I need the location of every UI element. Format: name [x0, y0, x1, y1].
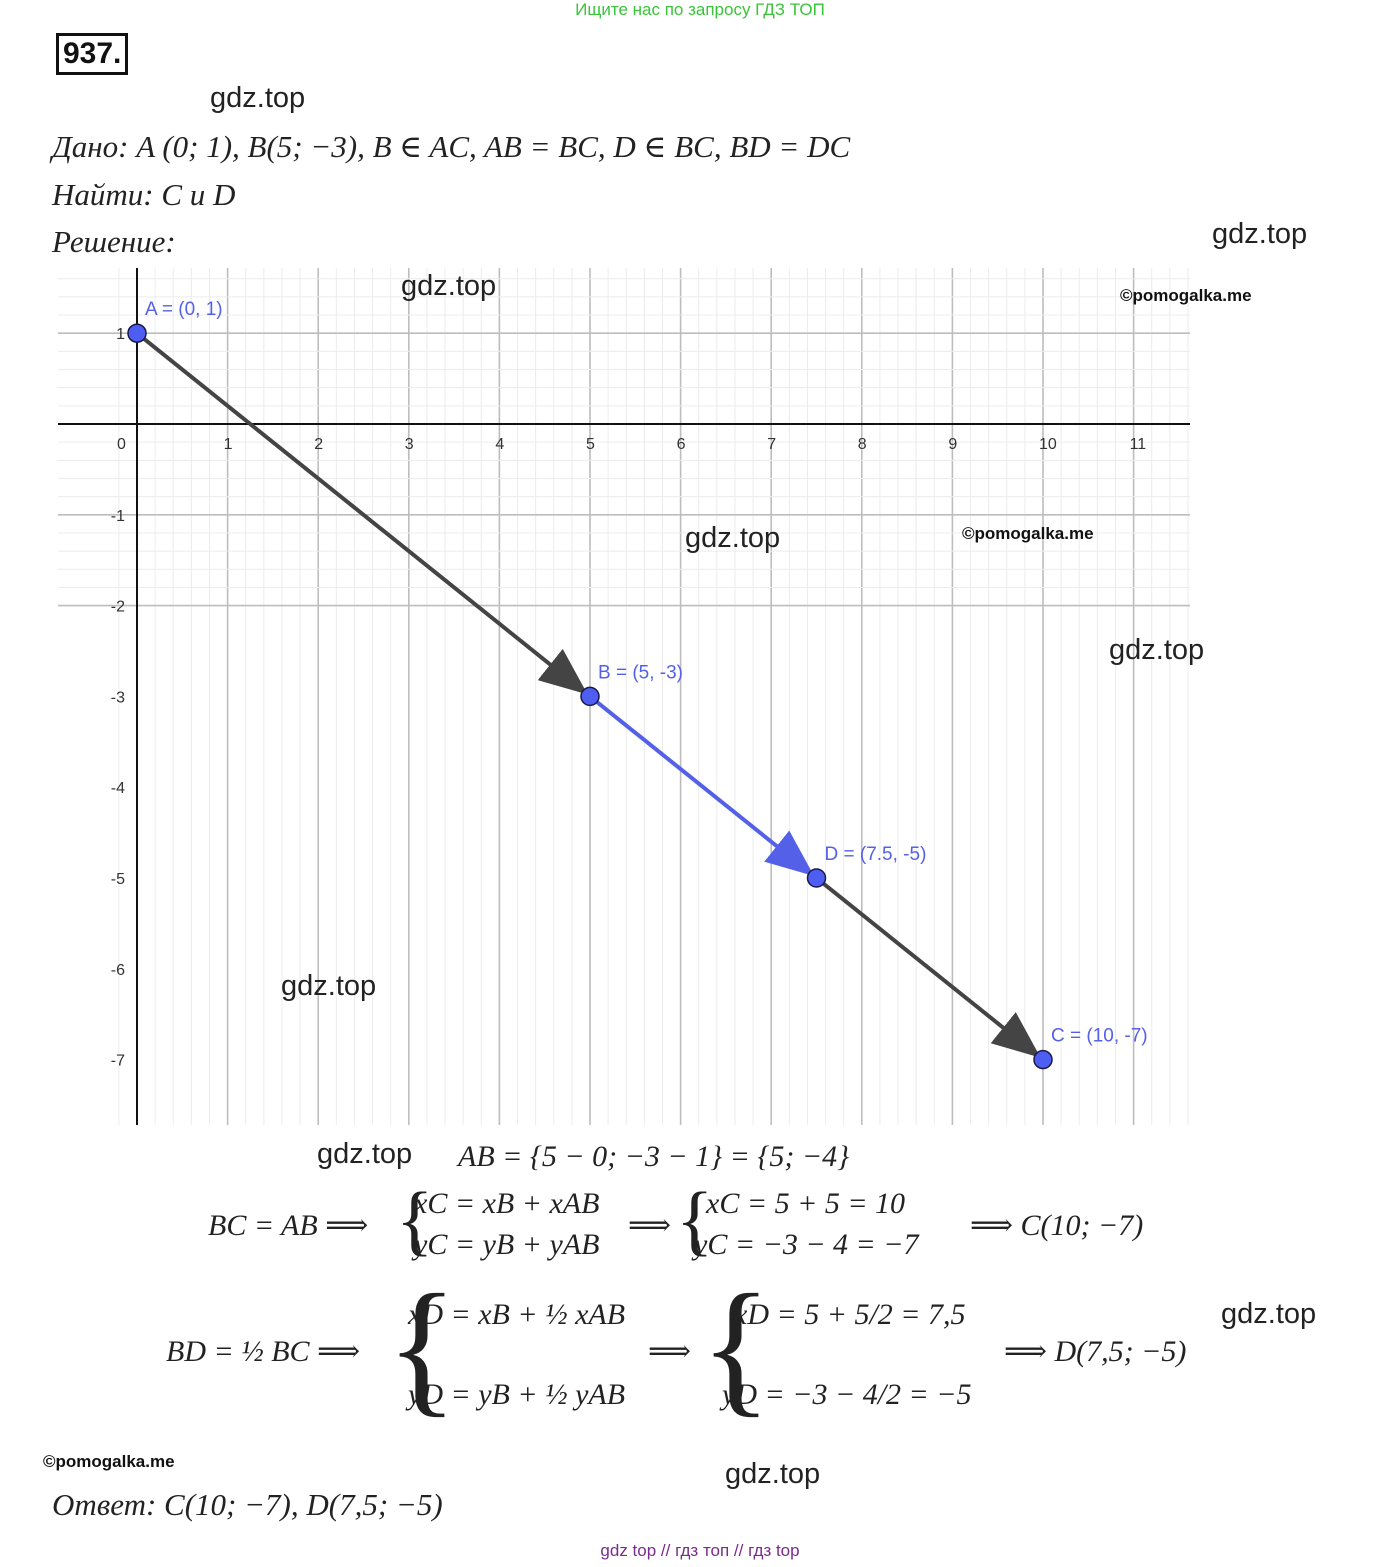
- copyright: ©pomogalka.me: [1120, 286, 1252, 305]
- point-d: [808, 869, 826, 887]
- equation-bd-sys2-b: yD = −3 − 4/2 = −5: [722, 1378, 972, 1411]
- point-label-d: D = (7.5, -5): [824, 844, 927, 865]
- equation-bd-sys1-b: yD = yB + ½ yAB: [408, 1378, 626, 1411]
- brace: {: [386, 1264, 458, 1430]
- x-tick-label: 0: [117, 436, 126, 453]
- x-tick-label: 8: [857, 436, 867, 453]
- y-tick-label: -1: [110, 507, 125, 525]
- answer-label: Ответ:: [52, 1487, 157, 1522]
- watermark: gdz.top: [1221, 1298, 1317, 1330]
- brace: {: [700, 1264, 772, 1430]
- x-tick-label: 10: [1039, 436, 1057, 453]
- y-tick-label: -5: [110, 871, 125, 888]
- x-tick-label: 1: [223, 436, 233, 453]
- x-tick-label: 2: [314, 436, 324, 453]
- problem-number: 937.: [56, 33, 128, 75]
- answer-line: [52, 1487, 443, 1523]
- watermark: gdz.top: [725, 1458, 821, 1490]
- vector-ab: [137, 333, 581, 689]
- find-label: Найти:: [52, 177, 154, 212]
- x-tick-label: 11: [1129, 436, 1147, 453]
- equation-bd-lhs: BD = ½ BC ⟹: [166, 1335, 361, 1368]
- points: [128, 299, 1148, 1068]
- brace: {: [396, 1176, 434, 1263]
- equation-bd-sys2-a: xD = 5 + 5/2 = 7,5: [734, 1298, 966, 1331]
- y-tick-label: -2: [110, 598, 125, 616]
- watermark: gdz.top: [317, 1138, 413, 1170]
- equation-bc-lhs: BC = AB ⟹: [208, 1209, 369, 1242]
- watermark: gdz.top: [210, 82, 306, 114]
- equation-bc-result: ⟹ C(10; −7): [970, 1209, 1144, 1242]
- x-tick-label: 5: [586, 436, 595, 453]
- equation-bc-sys2-b: yC = −3 − 4 = −7: [694, 1228, 919, 1261]
- equation-bd-result: ⟹ D(7,5; −5): [1004, 1335, 1187, 1368]
- point-label-a: A = (0, 1): [145, 299, 223, 321]
- grid: [58, 268, 1190, 1125]
- equation-bd-sys1-a: xD = xB + ½ xAB: [408, 1298, 626, 1331]
- x-tick-label: 4: [495, 436, 505, 453]
- y-tick-label: 1: [116, 326, 125, 344]
- given-label: Дано:: [52, 129, 129, 164]
- answer-text: C(10; −7), D(7,5; −5): [164, 1487, 443, 1522]
- x-tick-label: 7: [767, 436, 777, 453]
- equation-bc-sys2-a: xC = 5 + 5 = 10: [706, 1187, 906, 1220]
- y-tick-label: -4: [110, 780, 125, 798]
- copyright: ©pomogalka.me: [962, 524, 1094, 543]
- watermark: gdz.top: [1109, 634, 1205, 666]
- point-label-b: B = (5, -3): [598, 662, 683, 684]
- vector-dc: [817, 878, 1035, 1053]
- footer-links: gdz top // гдз топ // гдз top: [600, 1541, 800, 1560]
- point-a: [128, 324, 146, 342]
- given-text: A (0; 1), B(5; −3), B ∈ AC, AB = BC, D ∈ BC, BD = DC: [136, 129, 851, 164]
- watermark: gdz.top: [1212, 218, 1308, 250]
- y-tick-label: -3: [110, 689, 125, 707]
- y-tick-label: -7: [110, 1052, 125, 1070]
- brace: {: [676, 1176, 714, 1263]
- solution-label: Решение:: [52, 224, 176, 259]
- y-tick-label: -6: [110, 961, 125, 979]
- watermark: gdz.top: [685, 522, 781, 554]
- point-label-c: C = (10, -7): [1051, 1025, 1148, 1047]
- watermark: gdz.top: [401, 270, 497, 302]
- equation-bc-sys1-b: yC = yB + yAB: [414, 1228, 600, 1261]
- equation-bc-sys1-a: xC = xB + xAB: [414, 1187, 600, 1220]
- equation-bc-arrow: ⟹: [628, 1209, 672, 1242]
- point-c: [1034, 1051, 1052, 1069]
- equation-bd-arrow: ⟹: [648, 1335, 692, 1368]
- x-tick-label: 9: [948, 436, 958, 453]
- watermark: gdz.top: [281, 970, 377, 1002]
- x-tick-label: 3: [404, 436, 414, 453]
- top-banner: Ищите нас по запросу ГДЗ ТОП: [575, 0, 825, 19]
- copyright: ©pomogalka.me: [43, 1452, 175, 1471]
- x-tick-label: 6: [676, 436, 686, 453]
- point-b: [581, 687, 599, 705]
- equation-ab: AB = {5 − 0; −3 − 1} = {5; −4}: [458, 1140, 850, 1173]
- find-text: C и D: [161, 177, 236, 212]
